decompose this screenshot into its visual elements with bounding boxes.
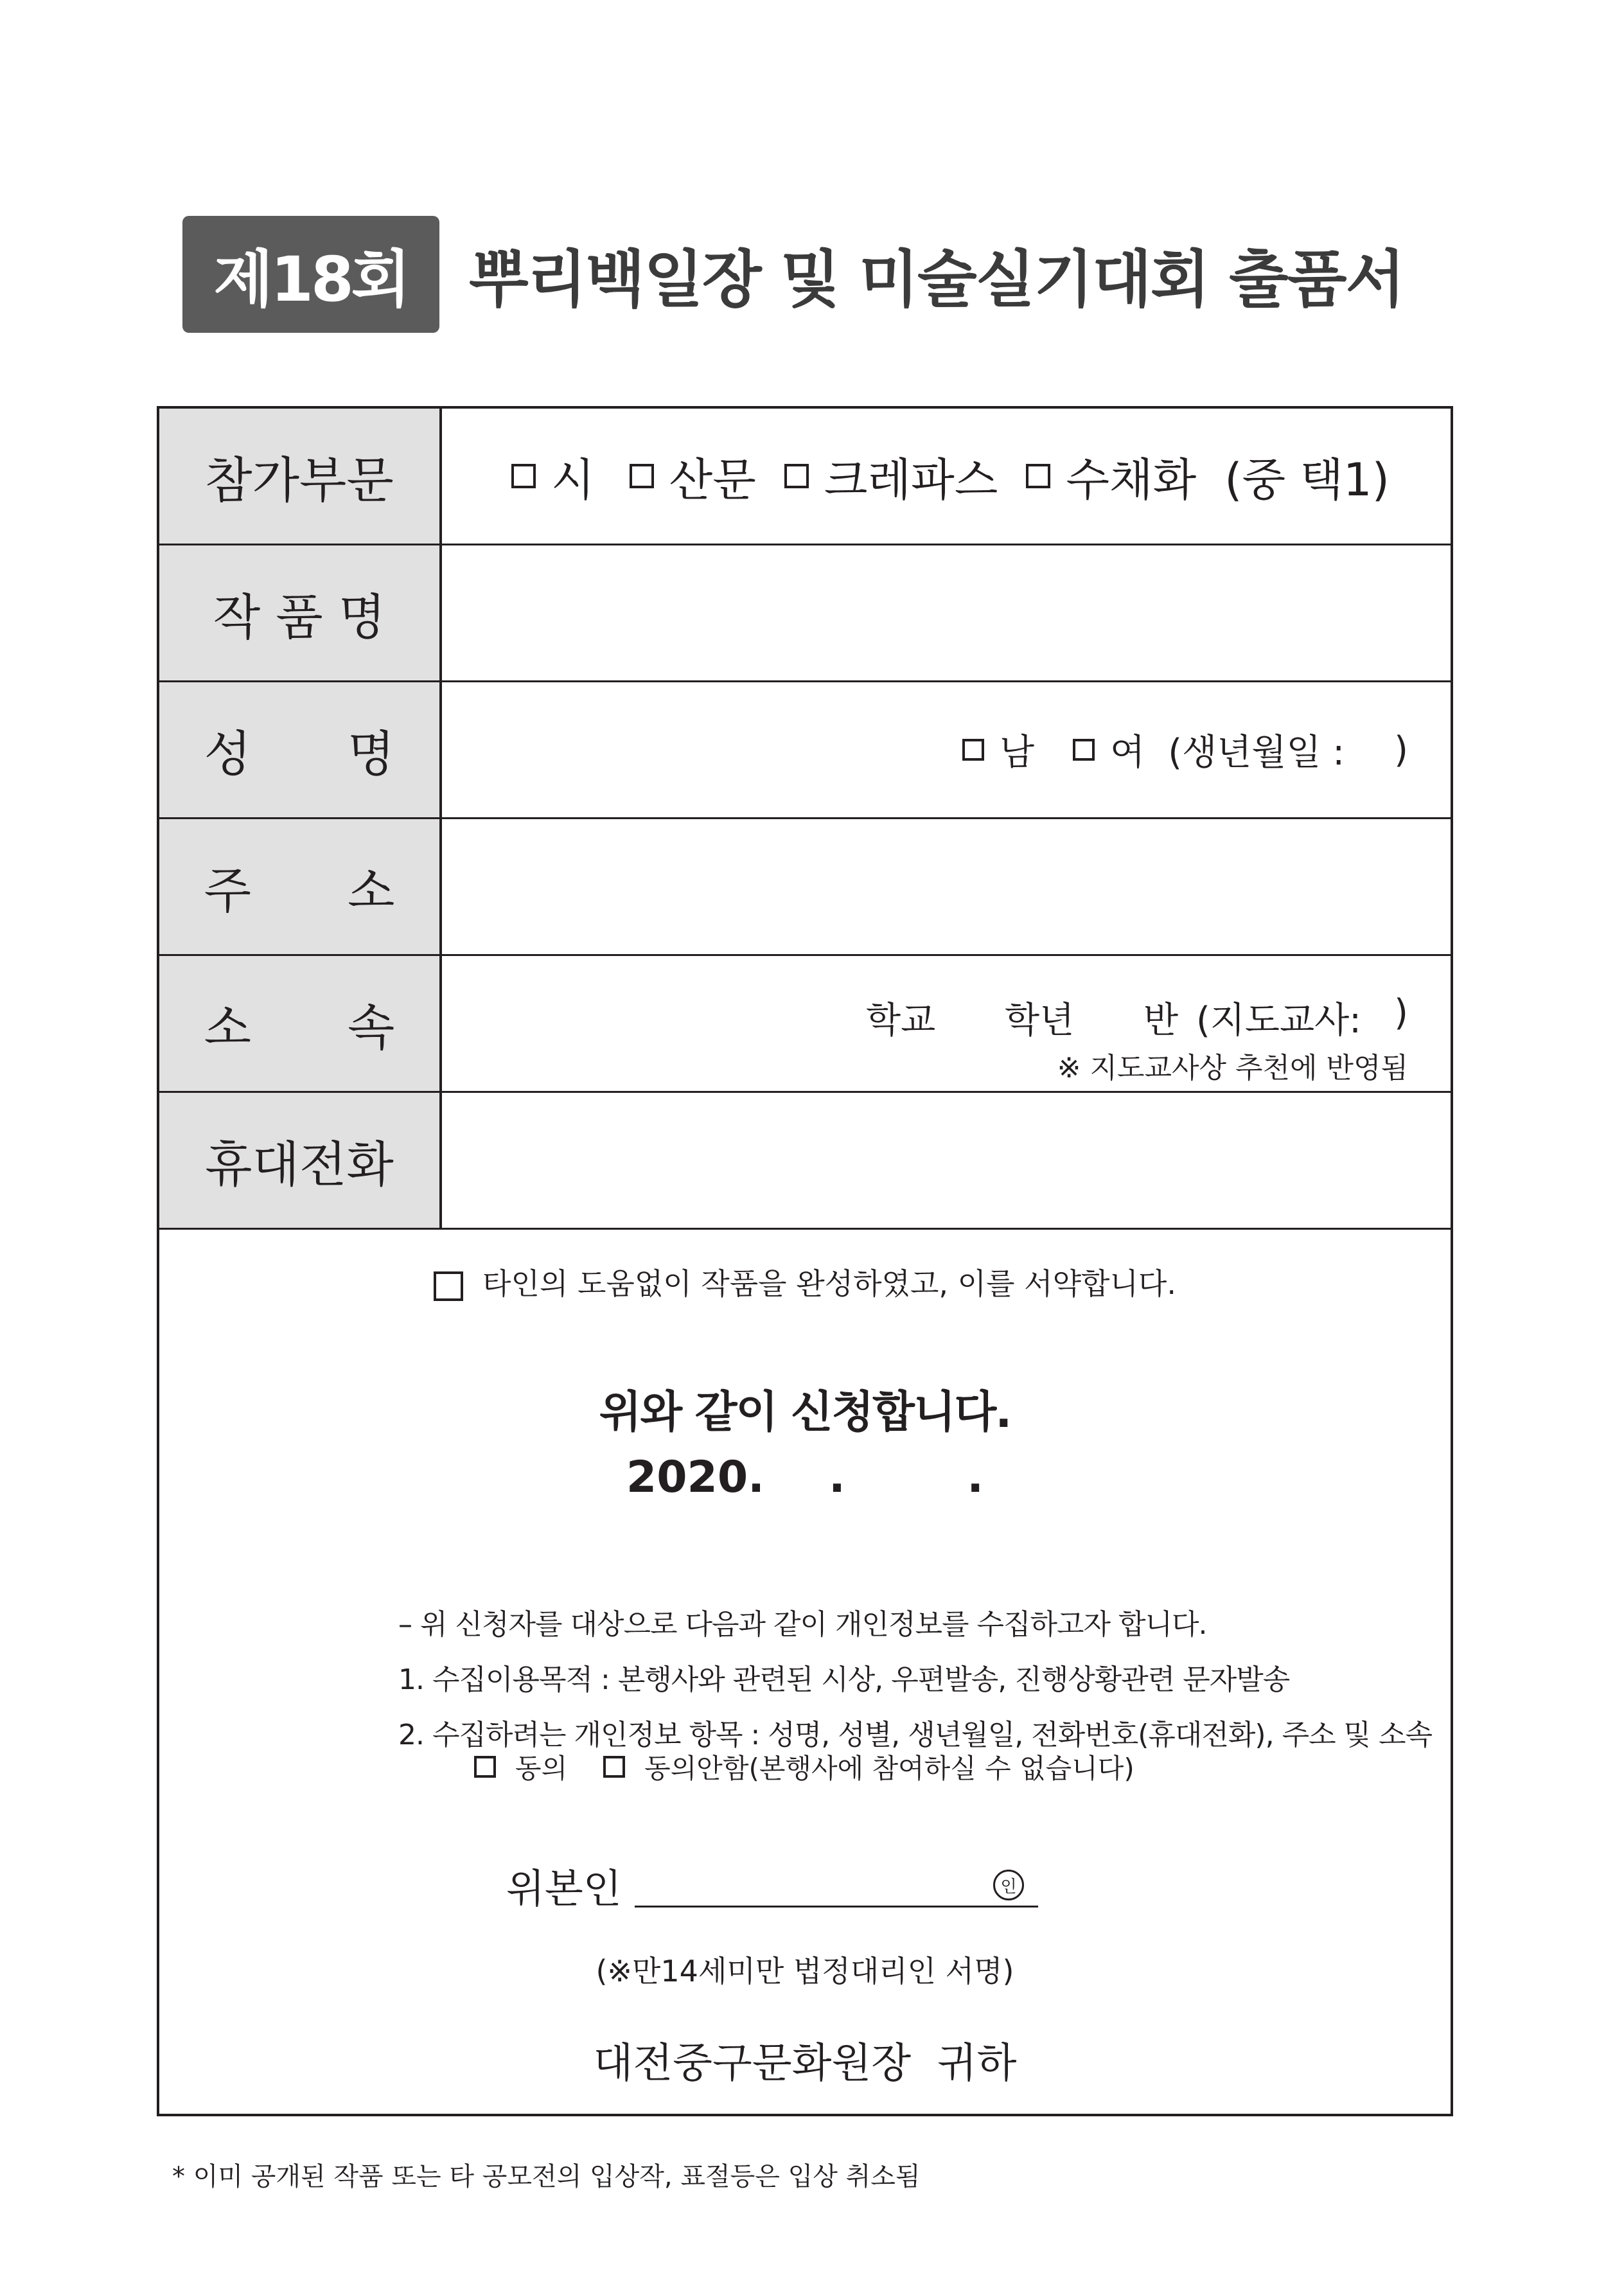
checkbox-crayon[interactable]: [784, 464, 809, 488]
teacher-award-note: ※ 지도교사상 추천에 반영됨: [1057, 1052, 1408, 1084]
label-address: 주 소: [159, 819, 442, 954]
gender-birth: 남 여 (생년월일 :: [962, 682, 1345, 817]
date-line: 2020. . .: [626, 1452, 984, 1503]
row-name: [159, 682, 1451, 819]
option-crayon[interactable]: 크레파스: [784, 444, 998, 509]
checkbox-pledge[interactable]: [434, 1271, 463, 1301]
checkbox-male[interactable]: [962, 739, 984, 761]
edition-badge: 제18회: [182, 216, 439, 333]
pledge-line: 타인의 도움없이 작품을 완성하였고, 이를 서약합니다.: [159, 1261, 1451, 1303]
row-address: [159, 819, 1451, 956]
checkbox-agree[interactable]: [474, 1756, 496, 1778]
name-field[interactable]: 남 여 (생년월일 : ): [442, 682, 1451, 817]
school-info: 학교 학년 반 (지도교사:: [866, 1000, 1362, 1041]
apply-statement: 위와 같이 신청합니다.: [599, 1387, 1011, 1438]
checkbox-female[interactable]: [1073, 739, 1095, 761]
address-field[interactable]: [442, 819, 1451, 954]
application-form: [157, 406, 1453, 2116]
privacy-item-1: 1. 수집이용목적 : 본행사와 관련된 시상, 우편발송, 진행상황관련 문자발송: [398, 1663, 1290, 1696]
affiliation-field[interactable]: 학교 학년 반 (지도교사: ) ※ 지도교사상 추천에 반영됨: [866, 992, 1408, 1084]
work-title-field[interactable]: [442, 545, 1451, 680]
privacy-intro: – 위 신청자를 대상으로 다음과 같이 개인정보를 수집하고자 합니다.: [398, 1608, 1207, 1641]
checkbox-watercolor[interactable]: [1026, 464, 1050, 488]
label-category: 참가부문: [159, 409, 442, 544]
checkbox-poem[interactable]: [511, 464, 536, 488]
row-work-title: [159, 545, 1451, 682]
row-category: [159, 409, 1451, 545]
footnote: * 이미 공개된 작품 또는 타 공모전의 입상작, 표절등은 입상 취소됨: [172, 2162, 921, 2191]
label-name: 성 명: [159, 682, 442, 817]
label-affiliation: 소 속: [159, 956, 442, 1091]
guardian-note: (※만14세미만 법정대리인 서명): [596, 1954, 1014, 1988]
seal-mark: 인: [993, 1870, 1024, 1900]
row-affiliation: [159, 956, 1451, 1093]
option-watercolor[interactable]: 수채화: [1026, 444, 1196, 509]
birthdate-label: (생년월일 :: [1168, 732, 1345, 774]
checkbox-disagree[interactable]: [603, 1756, 625, 1778]
option-poem[interactable]: 시: [511, 444, 595, 509]
label-phone: 휴대전화: [159, 1093, 442, 1228]
row-phone: [159, 1093, 1451, 1230]
consent-options: 동의 동의안함(본행사에 참여하실 수 없습니다): [474, 1748, 1134, 1786]
category-options: [442, 409, 1451, 544]
declaration-section: [159, 1230, 1451, 2114]
title-text: 뿌리백일장 및 미술실기대회 출품서: [469, 243, 1404, 315]
signature-label: 위본인: [506, 1865, 622, 1912]
privacy-item-2: 2. 수집하려는 개인정보 항목 : 성명, 성별, 생년월일, 전화번호(휴대전화), 주소 및 소속: [398, 1719, 1433, 1751]
label-work-title: 작 품 명: [159, 545, 442, 680]
option-prose[interactable]: 산문: [630, 444, 756, 509]
signature-line[interactable]: [635, 1906, 1038, 1908]
category-note: (중 택1): [1224, 453, 1390, 506]
recipient: 대전중구문화원장 귀하: [593, 2040, 1017, 2087]
privacy-notice: [398, 1601, 1432, 1753]
checkbox-prose[interactable]: [630, 464, 654, 488]
form-title: [182, 216, 1404, 333]
phone-field[interactable]: [442, 1093, 1451, 1228]
